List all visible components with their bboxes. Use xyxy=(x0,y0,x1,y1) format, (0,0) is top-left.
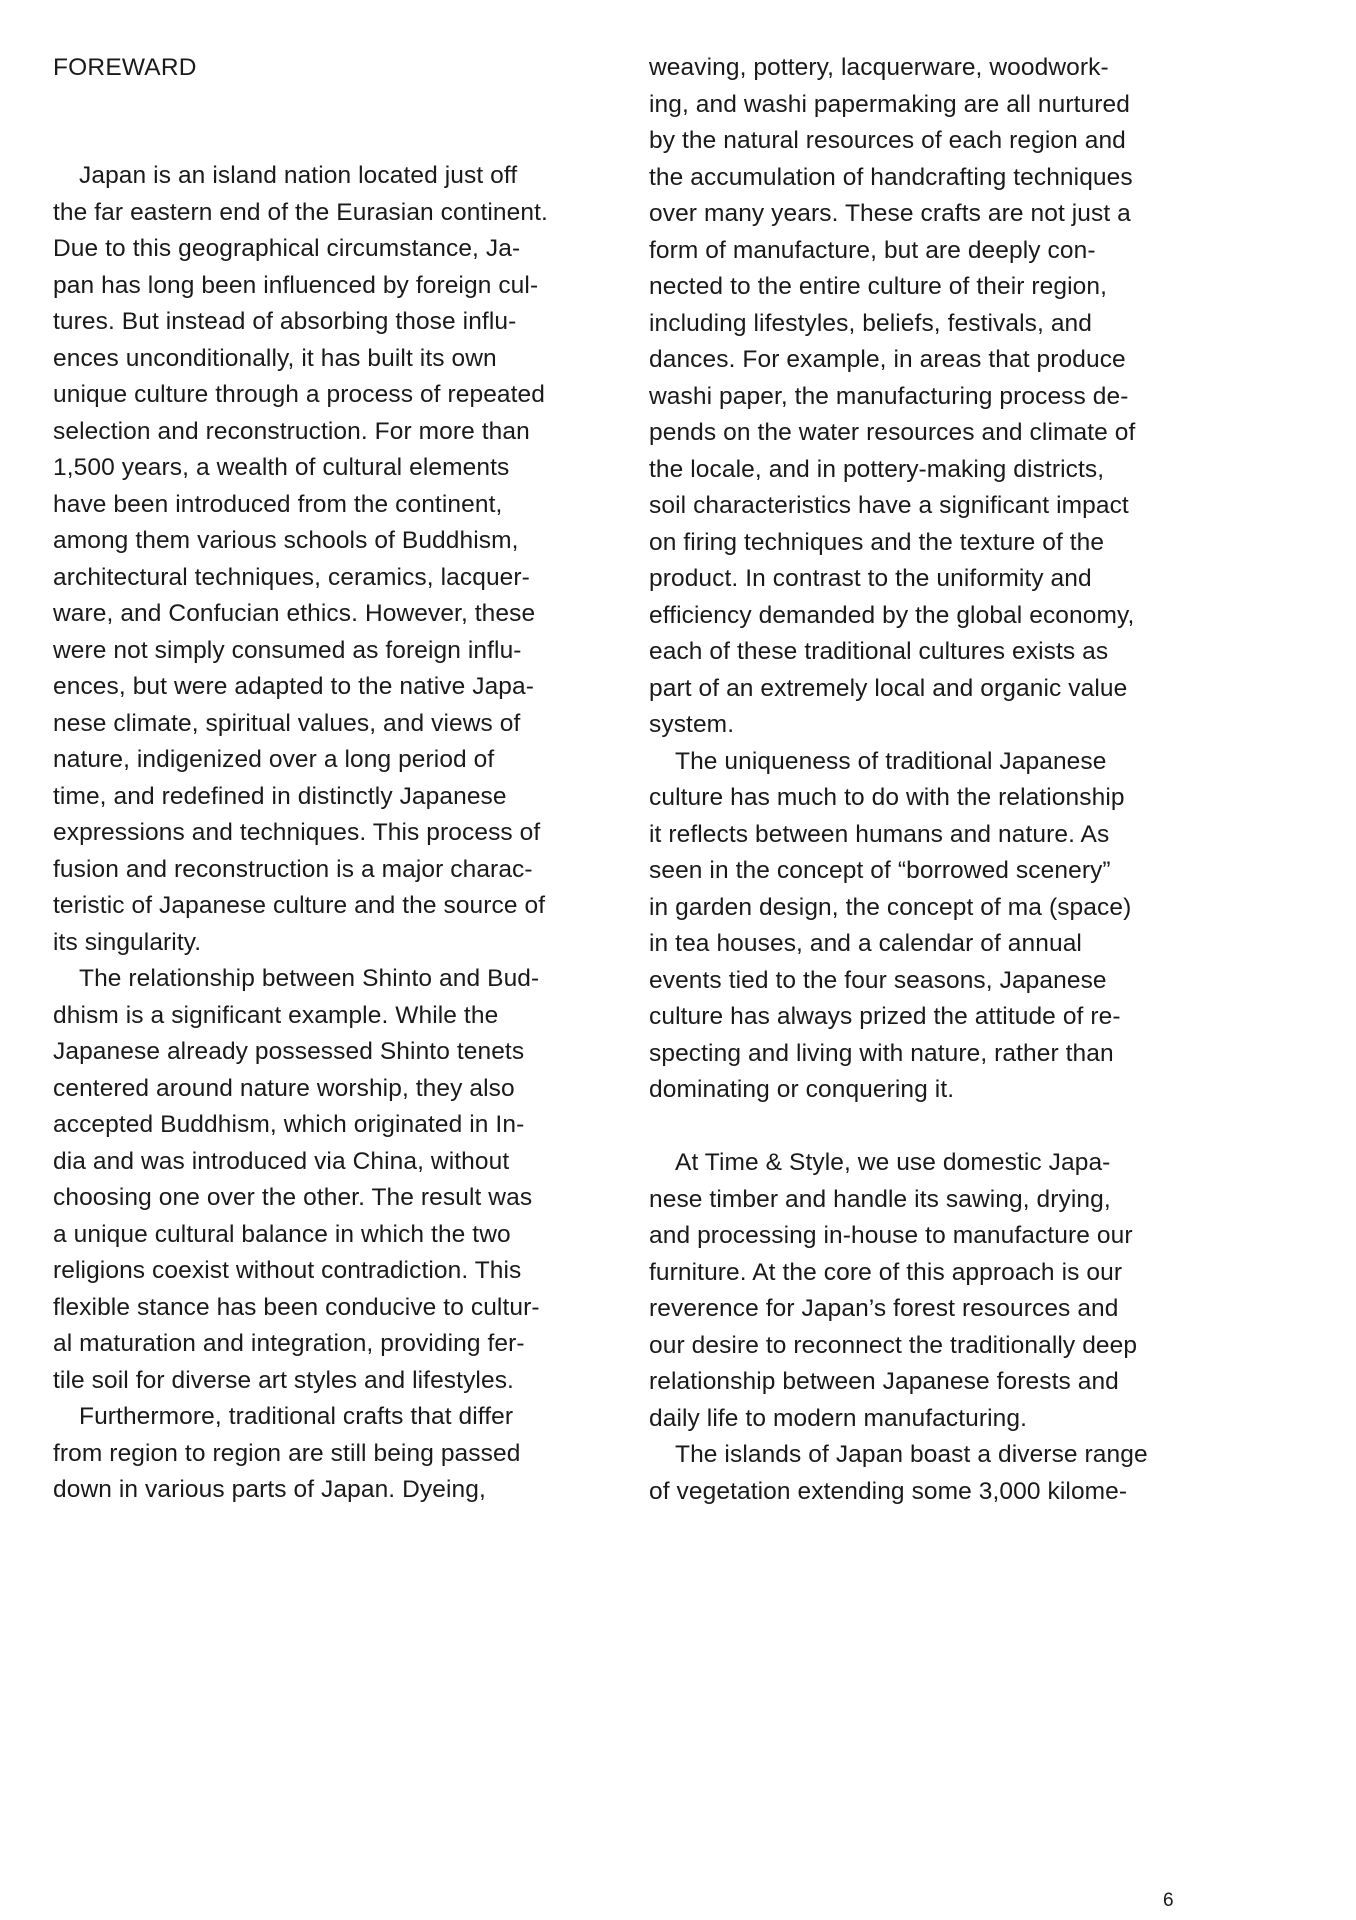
text-line: of vegetation extending some 3,000 kilome- xyxy=(649,1477,1128,1505)
text-line: ences unconditionally, it has built its own xyxy=(53,344,497,372)
text-line: weaving, pottery, lacquerware, woodwork- xyxy=(649,54,1109,81)
text-line: the far eastern end of the Eurasian continent. xyxy=(53,198,548,226)
text-line: nese climate, spiritual values, and views of xyxy=(53,709,521,737)
text-line: fusion and reconstruction is a major charac- xyxy=(53,855,533,883)
text-line: dia and was introduced via China, without xyxy=(53,1147,510,1175)
text-line: seen in the concept of “borrowed scenery” xyxy=(649,857,1111,884)
text-line: among them various schools of Buddhism, xyxy=(53,527,519,554)
text-line: washi paper, the manufacturing process de- xyxy=(649,382,1129,410)
text-line: relationship between Japanese forests and xyxy=(649,1368,1119,1395)
text-line: centered around nature worship, they also xyxy=(53,1074,515,1102)
text-line: form of manufacture, but are deeply con- xyxy=(649,236,1096,264)
text-line: teristic of Japanese culture and the source of xyxy=(53,892,546,919)
text-line: soil characteristics have a significant impact xyxy=(649,492,1129,519)
text-line: efficiency demanded by the global economy, xyxy=(649,601,1135,629)
text-line: al maturation and integration, providing fer- xyxy=(53,1330,525,1357)
text-line: 1,500 years, a wealth of cultural elements xyxy=(53,454,510,481)
text-line: pan has long been influenced by foreign cul- xyxy=(53,271,539,299)
text-line: The uniqueness of traditional Japanese xyxy=(675,747,1107,775)
text-line: from region to region are still being passed xyxy=(53,1439,521,1467)
right-text-column xyxy=(649,50,1209,1510)
text-line: Due to this geographical circumstance, Ja- xyxy=(53,235,521,262)
text-line: reverence for Japan’s forest resources and xyxy=(649,1295,1119,1322)
text-line: ing, and washi papermaking are all nurtured xyxy=(649,90,1130,118)
text-line: dhism is a significant example. While the xyxy=(53,1001,499,1029)
text-line: a unique cultural balance in which the two xyxy=(53,1220,511,1248)
text-line: architectural techniques, ceramics, lacquer- xyxy=(53,563,530,591)
text-line: flexible stance has been conducive to cultur- xyxy=(53,1293,540,1321)
text-line: have been introduced from the continent, xyxy=(53,490,503,518)
text-line: including lifestyles, beliefs, festivals, and xyxy=(649,309,1092,337)
text-line: The islands of Japan boast a diverse range xyxy=(675,1441,1148,1468)
text-line: and processing in-house to manufacture our xyxy=(649,1222,1133,1249)
text-line: choosing one over the other. The result was xyxy=(53,1184,533,1211)
text-line: time, and redefined in distinctly Japanese xyxy=(53,782,507,810)
page-number: 6 xyxy=(1163,1890,1174,1911)
text-line: culture has always prized the attitude of re- xyxy=(649,1003,1121,1030)
text-line: dances. For example, in areas that produce xyxy=(649,346,1126,373)
text-line xyxy=(649,1109,1209,1146)
text-line: Japan is an island nation located just off xyxy=(79,162,518,189)
text-line: culture has much to do with the relationship xyxy=(649,784,1125,811)
text-line: The relationship between Shinto and Bud- xyxy=(79,965,540,992)
text-line: over many years. These crafts are not just a xyxy=(649,200,1131,227)
text-line: down in various parts of Japan. Dyeing, xyxy=(53,1476,486,1503)
text-line: the locale, and in pottery-making districts, xyxy=(649,455,1105,483)
text-line: system. xyxy=(649,711,735,738)
text-line: events tied to the four seasons, Japanese xyxy=(649,966,1107,994)
text-line: nature, indigenized over a long period of xyxy=(53,746,495,773)
text-line: product. In contrast to the uniformity and xyxy=(649,565,1092,592)
text-line: its singularity. xyxy=(53,928,202,956)
text-line: nected to the entire culture of their region, xyxy=(649,273,1108,300)
text-line: ware, and Confucian ethics. However, these xyxy=(53,600,536,627)
text-line: our desire to reconnect the traditionally deep xyxy=(649,1331,1138,1359)
text-line: furniture. At the core of this approach is our xyxy=(649,1258,1123,1286)
text-line: daily life to modern manufacturing. xyxy=(649,1404,1027,1432)
text-line: Japanese already possessed Shinto tenets xyxy=(53,1038,525,1065)
text-line: in tea houses, and a calendar of annual xyxy=(649,930,1082,957)
text-line: ences, but were adapted to the native Japa- xyxy=(53,673,535,700)
page-title: FOREWARD xyxy=(53,54,197,81)
text-line: specting and living with nature, rather than xyxy=(649,1039,1114,1067)
text-line: nese timber and handle its sawing, drying, xyxy=(649,1185,1111,1213)
text-line: in garden design, the concept of ma (space) xyxy=(649,893,1132,921)
text-line: pends on the water resources and climate of xyxy=(649,419,1136,446)
text-line: tures. But instead of absorbing those influ- xyxy=(53,308,517,335)
text-line: each of these traditional cultures exists as xyxy=(649,638,1109,665)
text-line: selection and reconstruction. For more than xyxy=(53,417,530,445)
text-line: expressions and techniques. This process of xyxy=(53,819,541,846)
text-line: the accumulation of handcrafting techniques xyxy=(649,163,1133,191)
text-line: part of an extremely local and organic value xyxy=(649,674,1128,702)
text-line: unique culture through a process of repeated xyxy=(53,381,546,408)
text-line: tile soil for diverse art styles and lifestyles. xyxy=(53,1366,514,1394)
text-line: At Time & Style, we use domestic Japa- xyxy=(675,1149,1111,1176)
text-line: it reflects between humans and nature. As xyxy=(649,820,1110,848)
text-line: dominating or conquering it. xyxy=(649,1076,955,1103)
text-line: were not simply consumed as foreign influ- xyxy=(53,636,522,664)
left-text-column xyxy=(53,158,613,1509)
text-line: religions coexist without contradiction. This xyxy=(53,1257,522,1284)
text-line: by the natural resources of each region and xyxy=(649,127,1126,154)
text-line: on firing techniques and the texture of the xyxy=(649,528,1105,556)
text-line: Furthermore, traditional crafts that differ xyxy=(79,1403,514,1430)
text-line: accepted Buddhism, which originated in In- xyxy=(53,1111,525,1138)
